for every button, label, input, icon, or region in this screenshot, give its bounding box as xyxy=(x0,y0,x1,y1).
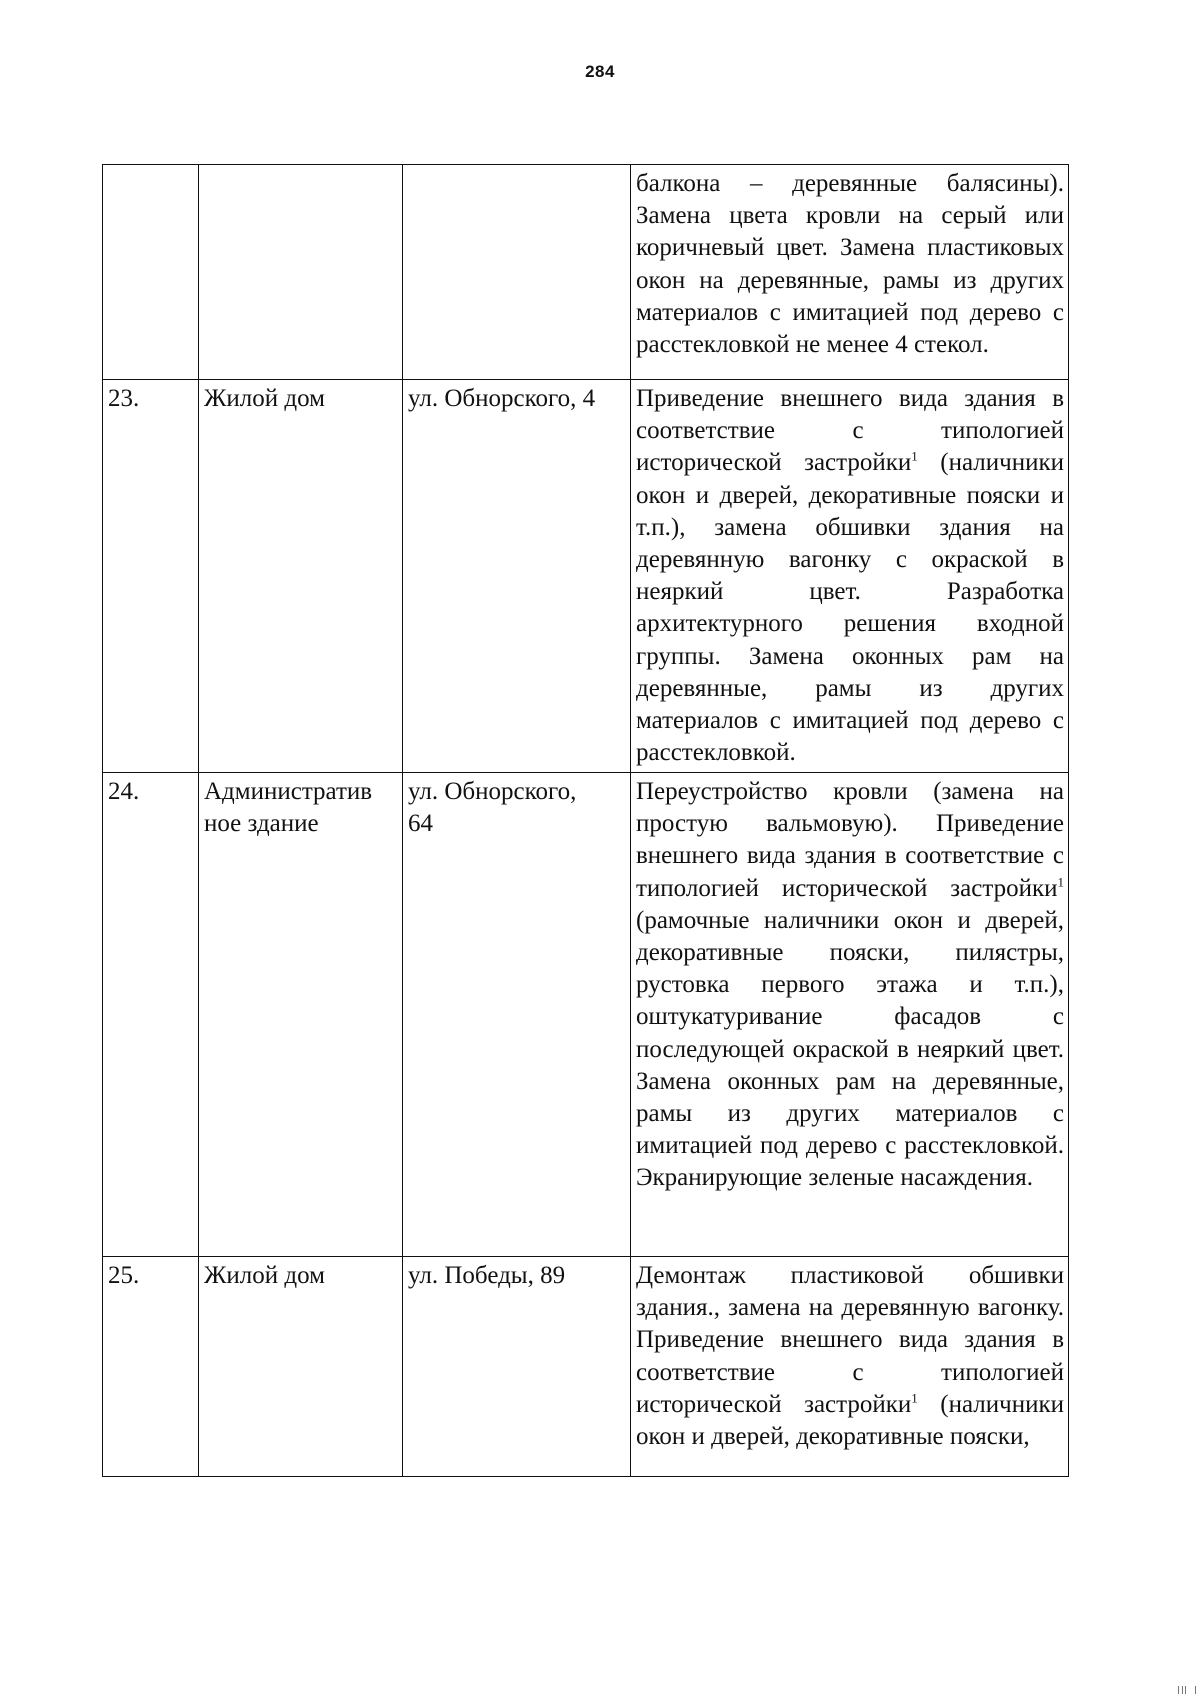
requirements-text xyxy=(636,383,1064,769)
footnote-marker: 1 xyxy=(911,1390,918,1406)
table-body xyxy=(103,165,1069,1477)
object-address: ул. Победы, 89 xyxy=(408,1262,566,1289)
object-name: Жилой дом xyxy=(204,1262,325,1289)
object-address-cell xyxy=(403,380,631,773)
row-number: 24. xyxy=(108,778,140,805)
object-address: ул. Обнорского, 4 xyxy=(408,385,596,412)
requirements-cell xyxy=(631,1257,1069,1477)
objects-table xyxy=(102,164,1069,1477)
object-name-cell xyxy=(199,1257,403,1477)
row-number-cell xyxy=(103,1257,199,1477)
row-number: 25. xyxy=(108,1262,140,1289)
object-address: ул. Обнорского, 64 xyxy=(408,778,577,838)
requirements-cell xyxy=(631,773,1069,1257)
scan-edge-marks xyxy=(1100,1686,1200,1694)
table-row xyxy=(103,1257,1069,1477)
requirements-segment: (наличники окон и дверей, декоративные пояски и т.п.), замена обшивки здания на деревянную вагонку с окраской в неяркий цвет. Разработка архитектурного решения входной группы. Замена оконных рам на деревянные, рамы из других материалов с имитацией под дерево с расстекловкой. xyxy=(636,449,1064,767)
object-name-cell xyxy=(199,773,403,1257)
object-address-cell xyxy=(403,773,631,1257)
requirements-segment: Приведение внешнего вида здания в соответствие с типологией исторической застройки xyxy=(636,385,1064,477)
object-address-cell xyxy=(403,165,631,380)
object-name-cell xyxy=(199,165,403,380)
requirements-segment: Демонтаж пластиковой обшивки здания., замена на деревянную вагонку. Приведение внешнего вида здания в соответствие с типологией исторической застройки xyxy=(636,1262,1064,1418)
requirements-segment: Переустройство кровли (замена на простую вальмовую). Приведение внешнего вида здания в соответствие с типологией исторической застройки xyxy=(636,778,1064,902)
requirements-segment: (рамочные наличники окон и дверей, декоративные пояски, пилястры, рустовка первого этажа и т.п.), оштукатуривание фасадов с последующей окраской в неяркий цвет. Замена оконных рам на деревянные, рамы из других материалов с имитацией под дерево с расстекловкой. Экранирующие зеленые насаждения. xyxy=(636,906,1064,1192)
row-number-cell xyxy=(103,165,199,380)
object-name-cell xyxy=(199,380,403,773)
object-name: Жилой дом xyxy=(204,385,325,412)
table-row xyxy=(103,380,1069,773)
requirements-text xyxy=(636,776,1064,1195)
requirements-cell xyxy=(631,380,1069,773)
object-address-cell xyxy=(403,1257,631,1477)
row-number-cell xyxy=(103,380,199,773)
object-name: Административ ное здание xyxy=(204,778,373,838)
row-number: 23. xyxy=(108,385,140,412)
footnote-marker: 1 xyxy=(1057,874,1064,890)
requirements-text xyxy=(636,1260,1064,1453)
row-number-cell xyxy=(103,773,199,1257)
requirements-text xyxy=(636,168,1064,361)
footnote-marker: 1 xyxy=(911,449,918,465)
requirements-segment: (наличники окон и дверей, декоративные пояски, xyxy=(636,1390,1064,1451)
page-number: 284 xyxy=(585,62,615,81)
table-row xyxy=(103,773,1069,1257)
table-row xyxy=(103,165,1069,380)
requirements-segment: балкона – деревянные балясины). Замена цвета кровли на серый или коричневый цвет. Замена пластиковых окон на деревянные, рамы из других материалов с имитацией под дерево с расстекловкой не менее 4 стекол. xyxy=(636,170,1064,359)
requirements-cell xyxy=(631,165,1069,380)
